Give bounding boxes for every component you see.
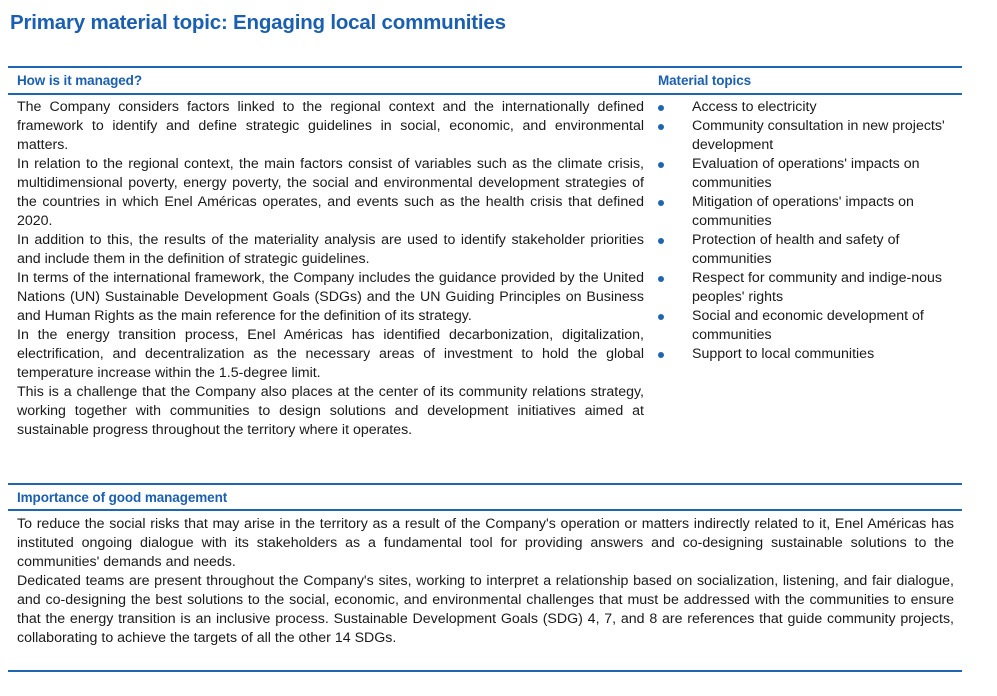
bullet-icon bbox=[658, 200, 664, 206]
list-item bbox=[657, 345, 962, 364]
paragraph: In terms of the international framework, the Company includes the guidance provided by the United Nations (UN) Sustainable Development Goals (SDGs) and the UN Guiding Principles on Business and Human Rights as the main reference for the definition of its strategy. bbox=[17, 270, 644, 324]
list-item bbox=[657, 307, 962, 345]
material-topics-list bbox=[657, 98, 962, 364]
section-header-how-managed: How is it managed? bbox=[17, 73, 142, 88]
list-item bbox=[657, 117, 962, 155]
paragraph: In addition to this, the results of the materiality analysis are used to identify stakeholder priorities and include them in the definition of strategic guidelines. bbox=[17, 232, 644, 267]
topic-label: Evaluation of operations' impacts on communities bbox=[692, 156, 920, 191]
divider-bottom bbox=[8, 670, 962, 672]
paragraph: In the energy transition process, Enel Américas has identified decarbonization, digitalization, electrification, and decentralization as the necessary areas of investment to hold the global temperature increase within the 1.5-degree limit. bbox=[17, 327, 644, 381]
topic-label: Protection of health and safety of communities bbox=[692, 232, 900, 267]
bullet-icon bbox=[658, 314, 664, 320]
divider-top bbox=[8, 66, 962, 68]
bullet-icon bbox=[658, 162, 664, 168]
topic-label: Support to local communities bbox=[692, 346, 875, 362]
divider-header-bottom bbox=[8, 93, 962, 95]
list-item bbox=[657, 231, 962, 269]
bullet-icon bbox=[658, 124, 664, 130]
how-managed-text bbox=[17, 98, 644, 440]
topic-label: Mitigation of operations' impacts on communities bbox=[692, 194, 914, 229]
list-item bbox=[657, 98, 962, 117]
bullet-icon bbox=[658, 238, 664, 244]
topic-label: Access to electricity bbox=[692, 99, 817, 115]
list-item bbox=[657, 155, 962, 193]
paragraph: Dedicated teams are present throughout the Company's sites, working to interpret a relationship based on socialization, listening, and fair dialogue, and co-designing the best solutions to the social, economic, and environmental challenges that must be addressed with the communities to ensure that the energy transition is an inclusive process. Sustainable Development Goals (SDG) 4, 7, and 8 are references that guide community projects, collaborating to achieve the targets of all the other 14 SDGs. bbox=[17, 573, 954, 646]
section-header-material-topics: Material topics bbox=[658, 73, 752, 88]
topic-label: Respect for community and indige-nous peoples' rights bbox=[692, 270, 942, 305]
paragraph: In relation to the regional context, the main factors consist of variables such as the climate crisis, multidimensional poverty, energy poverty, the social and environmental development strategies of the countries in which Enel Américas operates, and events such as the health crisis that defined 2020. bbox=[17, 156, 644, 229]
section-header-importance: Importance of good management bbox=[17, 490, 228, 505]
page-title: Primary material topic: Engaging local communities bbox=[10, 11, 506, 34]
paragraph: The Company considers factors linked to the regional context and the internationally defined framework to identify and define strategic guidelines in social, economic, and environmental matters. bbox=[17, 99, 644, 153]
divider-importance-header-bottom bbox=[8, 509, 962, 511]
paragraph: This is a challenge that the Company also places at the center of its community relations strategy, working together with communities to design solutions and development initiatives aimed at sustainable progress throughout the territory where it operates. bbox=[17, 384, 644, 438]
list-item bbox=[657, 269, 962, 307]
divider-importance-top bbox=[8, 483, 962, 485]
list-item bbox=[657, 193, 962, 231]
bullet-icon bbox=[658, 276, 664, 282]
bullet-icon bbox=[658, 352, 664, 358]
bullet-icon bbox=[658, 105, 664, 111]
importance-text bbox=[17, 515, 954, 648]
topic-label: Community consultation in new projects' development bbox=[692, 118, 945, 153]
topic-label: Social and economic development of communities bbox=[692, 308, 924, 343]
paragraph: To reduce the social risks that may arise in the territory as a result of the Company's operation or matters indirectly related to it, Enel Américas has instituted ongoing dialogue with its stakeholders as a fundamental tool for providing answers and co-designing sustainable solutions to the communities' demands and needs. bbox=[17, 516, 954, 570]
